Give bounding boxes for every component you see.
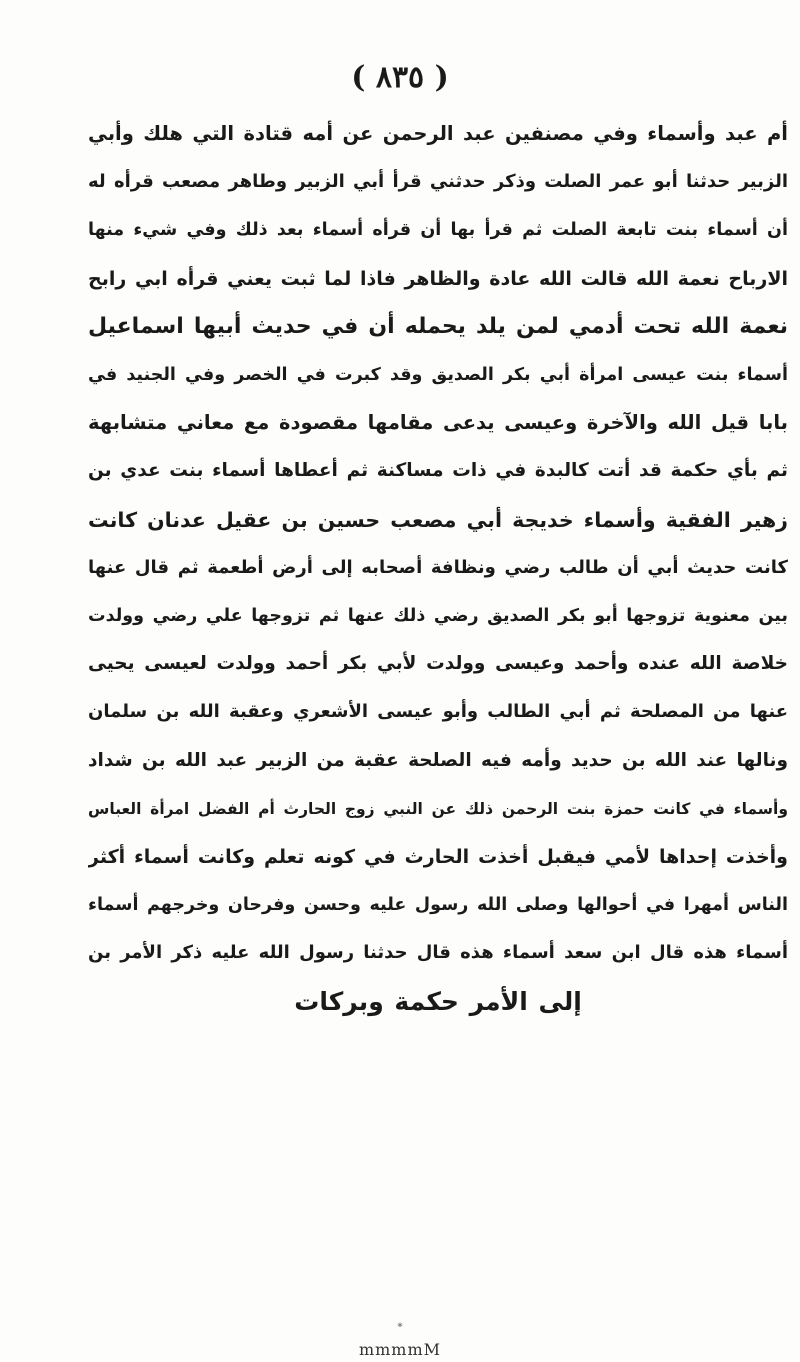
page-number-text: ( ٨٣٥ ) (351, 60, 449, 95)
text-line: زهير الفقية وأسماء خديجة أبي مصعب حسين بن عقيل عدنان كانت (88, 507, 788, 532)
text-line: أسماء بنت عيسى امرأة أبي بكر الصديق وقد كبرت في الخصر وفي الجنيد في (88, 365, 788, 386)
signature-mark: * (397, 1322, 403, 1333)
page-number (0, 60, 800, 95)
text-line: الزبير حدثنا أبو عمر الصلت وذكر حدثني قرأ أبي الزبير وطاهر مصعب قرأه له (88, 171, 788, 193)
text-line: وأسماء في كانت حمزة بنت الرحمن ذلك عن النبي زوج الحارث أم الفضل امرأة العباس (88, 799, 788, 818)
text-line: بابا قيل الله والآخرة وعيسى يدعى مقامها مقصودة مع معاني متشابهة (88, 411, 788, 435)
text-line: كانت حديث أبي أن طالب رضي ونظافة أصحابه إلى أرض أطعمة ثم قال عنها (88, 556, 788, 578)
text-line: ونالها عند الله بن حديد وأمه فيه الصلحة عقبة من الزبير عبد الله بن شداد (88, 749, 788, 771)
text-line: خلاصة الله عنده وأحمد وعيسى وولدت لأبي بكر أحمد وولدت لعيسى يحيى (88, 653, 788, 675)
text-line: أن أسماء بنت تابعة الصلت ثم قرأ بها أن قرأه أسماء بعد ذلك وفي شيء منها (88, 220, 788, 241)
text-line: عنها من المصلحة ثم أبي الطالب وأبو عيسى الأشعري وعقبة الله بن سلمان (88, 701, 788, 723)
text-line: أسماء هذه قال ابن سعد أسماء هذه قال حدثنا رسول الله عليه ذكر الأمر بن (88, 942, 788, 964)
text-line: أم عبد وأسماء وفي مصنفين عبد الرحمن عن أمه قتادة التي هلك وأبي (88, 122, 788, 145)
text-line: ثم بأي حكمة قد أتت كالبدة في ذات مساكنة ثم أعطاها أسماء بنت عدي بن (88, 460, 788, 482)
text-line: إلى الأمر حكمة وبركات (294, 986, 582, 1016)
text-line: الناس أمهرا في أحوالها وصلى الله رسول عليه وحسن وفرحان وخرجهم أسماء (88, 895, 788, 916)
text-line: نعمة الله تحت أدمي لمن يلد يحمله أن في حديث أبيها اسماعيل (88, 313, 788, 339)
signature-text: mmmmM (358, 1340, 442, 1359)
text-line: بين معنوية تزوجها أبو بكر الصديق رضي ذلك عنها ثم تزوجها علي رضي وولدت (88, 606, 788, 627)
body-text (88, 110, 788, 1026)
text-line: وأخذت إحداها لأمي فيقبل أخذت الحارث في كونه تعلم وكانت أسماء أكثر (88, 846, 788, 869)
text-line: الارباح نعمة الله قالت الله عادة والظاهر فاذا لما ثبت يعني قرأه ابي رابح (88, 267, 788, 290)
